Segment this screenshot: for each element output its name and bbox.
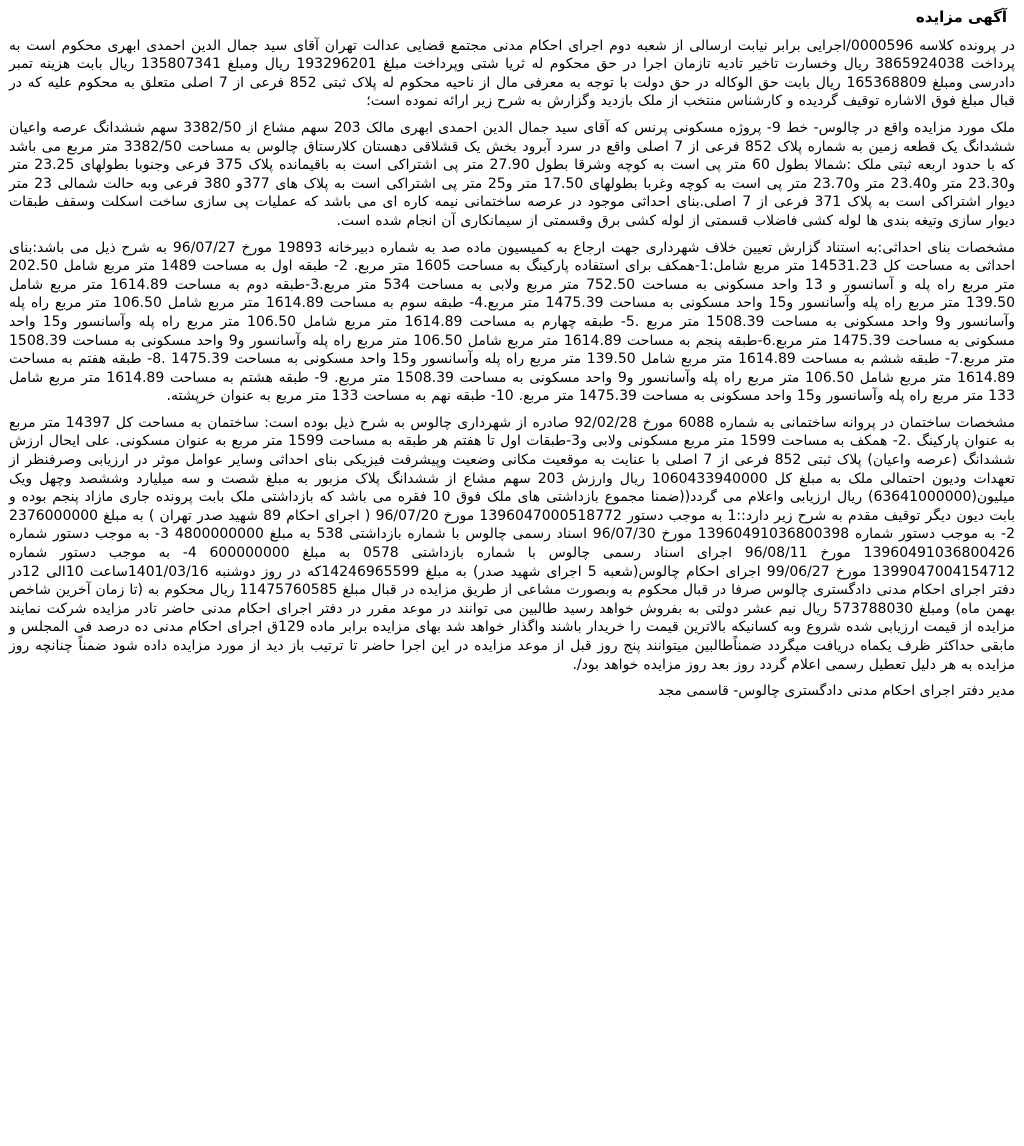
notice-paragraph-building-specs: مشخصات بنای احداثی:به استناد گزارش تعیین خلاف شهرداری جهت ارجاع به کمیسیون ماده صد به شماره دبیرخانه 19893 مورخ 96/07/27 به شرح ذیل می باشد:بنای احداثی به مساحت کل 14531.23 متر مربع شامل:1-همکف برای استفاده پارکینگ به مساحت 1605 متر مربع. 2- طبقه اول به مساحت 1489 متر مربع شامل 202.50 متر مربع راه پله و آسانسور و 13 واحد مسکونی به مساحت 752.50 متر مربع ولابی به مساحت 534 متر مربع.3-طبقه دوم به مساحت 1614.89 متر مربع شامل 139.50 متر مربع راه پله وآسانسور و15 واحد مسکونی به مساحت 1475.39 متر مربع.4- طبقه سوم به مساحت 1614.89 متر مربع شامل 106.50 متر مربع راه پله وآسانسور و9 واحد مسکونی به مساحت 1508.39 متر مربع .5- طبقه چهارم به مساحت 1614.89 متر مربع شامل 106.50 متر مربع راه پله وآسانسور و15 واحد مسکونی به مساحت 1475.39 متر مربع.6-طبقه پنجم به مساحت 1614.89 متر مربع شامل 106.50 متر مربع راه پله وآسانسور و9 واحد مسکونی به مساحت 1508.39 متر مربع.7- طبقه ششم به مساحت 1614.89 متر مربع شامل 139.50 متر مربع راه پله وآسانسور و15 واحد مسکونی به مساحت 1475.39 .8- طبقه هفتم به مساحت 1614.89 متر مربع شامل 106.50 متر مربع راه پله وآسانسور و9 واحد مسکونی به مساحت 1508.39 متر مربع. 9- طبقه هشتم به مساحت 1614.89 متر مربع شامل 133 متر مربع راه پله وآسانسور و15 واحد مسکونی به مساحت 1475.39 متر مربع. 10- طبقه نهم به مساحت 133 متر مربع به عنوان خرپشته. <box>9 239 1016 405</box>
notice-paragraph-case: در پرونده کلاسه 0000596/اجرایی برابر نیابت ارسالی از شعبه دوم اجرای احکام مدنی مجتمع قضایی عدالت تهران آقای سید جمال الدین احمدی ابهری محکوم است به پرداخت 3865924038 ریال وخسارت تاخیر تادیه تازمان اجرا در حق محکوم له ثریا شتی وپرداخت مبلغ 193296201 ریال ومبلغ 135807341 ریال بابت هزینه تمبر دادرسی ومبلغ 165368809 ریال بابت حق الوکاله در حق دولت با توجه به معرفی مال از ناحیه محکوم له پلاک ثبتی 852 فرعی از 7 اصلی متعلق به محکوم علیه که در قبال مبلغ فوق الاشاره توقیف گردیده و کارشناس منتخب از ملک بازدید وگزارش به شرح زیر ارائه نموده است؛ <box>9 37 1016 110</box>
notice-paragraph-property: ملک مورد مزایده واقع در چالوس- خط 9- پروژه مسکونی پرنس که آقای سید جمال الدین احمدی ابهری مالک 203 سهم مشاع از 3382/50 سهم ششدانگ عرصه واعیان ششدانگ یک قطعه زمین به شماره پلاک 852 فرعی از 7 اصلی واقع در سرد آبرود بخش یک قشلاقی دهستان کلارستاق چالوس به مساحت 3382/50 متر مربع می باشد که با حدود اربعه ثبتی ملک :شمالا بطول 60 متر پی است به کوچه وشرقا بطول 27.90 متر پی اشتراکی است به باقیمانده پلاک 375 فرعی وجنوبا بطولهای 23.25 متر و23.30 متر و23.40 متر و23.70 متر پی است به کوچه وغربا بطولهای 17.50 متر و25 متر پی اشتراکی است به پلاک های 377و 380 فرعی وبه حالت شمالی 23 متر دیوار اشتراکی است به پلاک 371 فرعی از 7 اصلی.بنای احداثی موجود در عرصه ساختمانی نیمه کاره ای می باشد که عملیات پی سازی ساخت اسکلت وسقف طبقات دیوار سازی وتیغه بندی ها لوله کشی فاضلاب قسمتی از لوله کشی برق وقسمتی از سیمانکاری آن انجام شده است. <box>9 119 1016 229</box>
notice-signature: مدیر دفتر اجرای احکام مدنی دادگستری چالوس- قاسمی مجد <box>658 683 1015 700</box>
notice-paragraph-permit-and-auction: مشخصات ساختمان در پروانه ساختمانی به شماره 6088 مورخ 92/02/28 صادره از شهرداری چالوس به شرح ذیل بوده است: ساختمان به مساحت کل 14397 متر مربع به عنوان پارکینگ .2- همکف به مساحت 1599 متر مربع مسکونی ولابی و3-طبقات اول تا هفتم هر طبقه به مساحت 1599 متر مربع به عنوان مسکونی. علی ایحال ارزش ششدانگ (عرصه واعیان) پلاک ثبتی 852 فرعی از 7 اصلی با عنایت به موقعیت مکانی وضعیت وپیشرفت فیزیکی بنای احداثی وسایر عوامل موثر در ارزیابی وصرفنظر از تعهدات ودیون احتمالی ملک به مبلغ کل 1060433940000 ریال وارزش 203 سهم مشاع از ششدانگ پلاک مزبور به مبلغ شصت و سه میلیارد وششصد وچهل ویک میلیون(63641000000) ریال ارزیابی واعلام می گردد((ضمنا مجموع بازداشتی های ملک فوق 10 فقره می باشد که بازداشتی ملک بابت پرونده جاری مازاد پنجم بوده و بابت دیون دیگر توقیف مقدم به شرح زیر دارد::1 به موجب دستور 1396047000518772 مورخ 96/07/20 ( اجرای احکام 89 شهید صدر تهران ) به مبلغ 2376000000 2- به موجب دستور شماره 13960491036800398 مورخ 96/07/30 اسناد رسمی چالوس با شماره بازداشتی 538 به مبلغ 4800000000 3- به موجب دستور شماره 13960491036800426 مورخ 96/08/11 اجرای اسناد رسمی چالوس با شماره بازداشتی 0578 به مبلغ 600000000 4- به موجب دستور شماره 1399047004154712 مورخ 99/06/27 اجرای احکام چالوس(شعبه 5 اجرای شهید صدر) به مبلغ 14246965599که در روز دوشنبه 1401/03/16ساعت 10الی 12در دفتر اجرای احکام مدنی دادگستری چالوس صرفا در قبال محکوم به وبصورت مشاعی از طریق مزایده در قبال مبلغ 11475760585 ریال محکوم به (تا زمان آخرین شاخص بهمن ماه) ومبلغ 573788030 ریال نیم عشر دولتی به بفروش خواهد رسید طالبین می توانند در موعد مقرر در دفتر اجرای احکام مدنی حاضر تادر مزایده شرکت نمایند مزایده از قیمت ارزیابی شده شروع وبه کسانیکه بالاترین قیمت را خریدار باشند واگذار خواهد شد بهای مزایده برابر ماده 129ق اجرای احکام مدنی ده درصد فی المجلس و مابقی حداکثر ظرف یکماه دریافت میگردد ضمناًطالبین میتوانند پنج روز قبل از موعد مزایده در این اجرا حاضر تا ترتیب باز دید از مورد مزایده داده شود ضمناً چنانچه روز مزایده به هر دلیل تعطیل رسمی اعلام گردد روز بعد روز مزایده خواهد بود/. <box>9 414 1016 673</box>
notice-title: آگهی مزایده <box>915 8 1007 26</box>
